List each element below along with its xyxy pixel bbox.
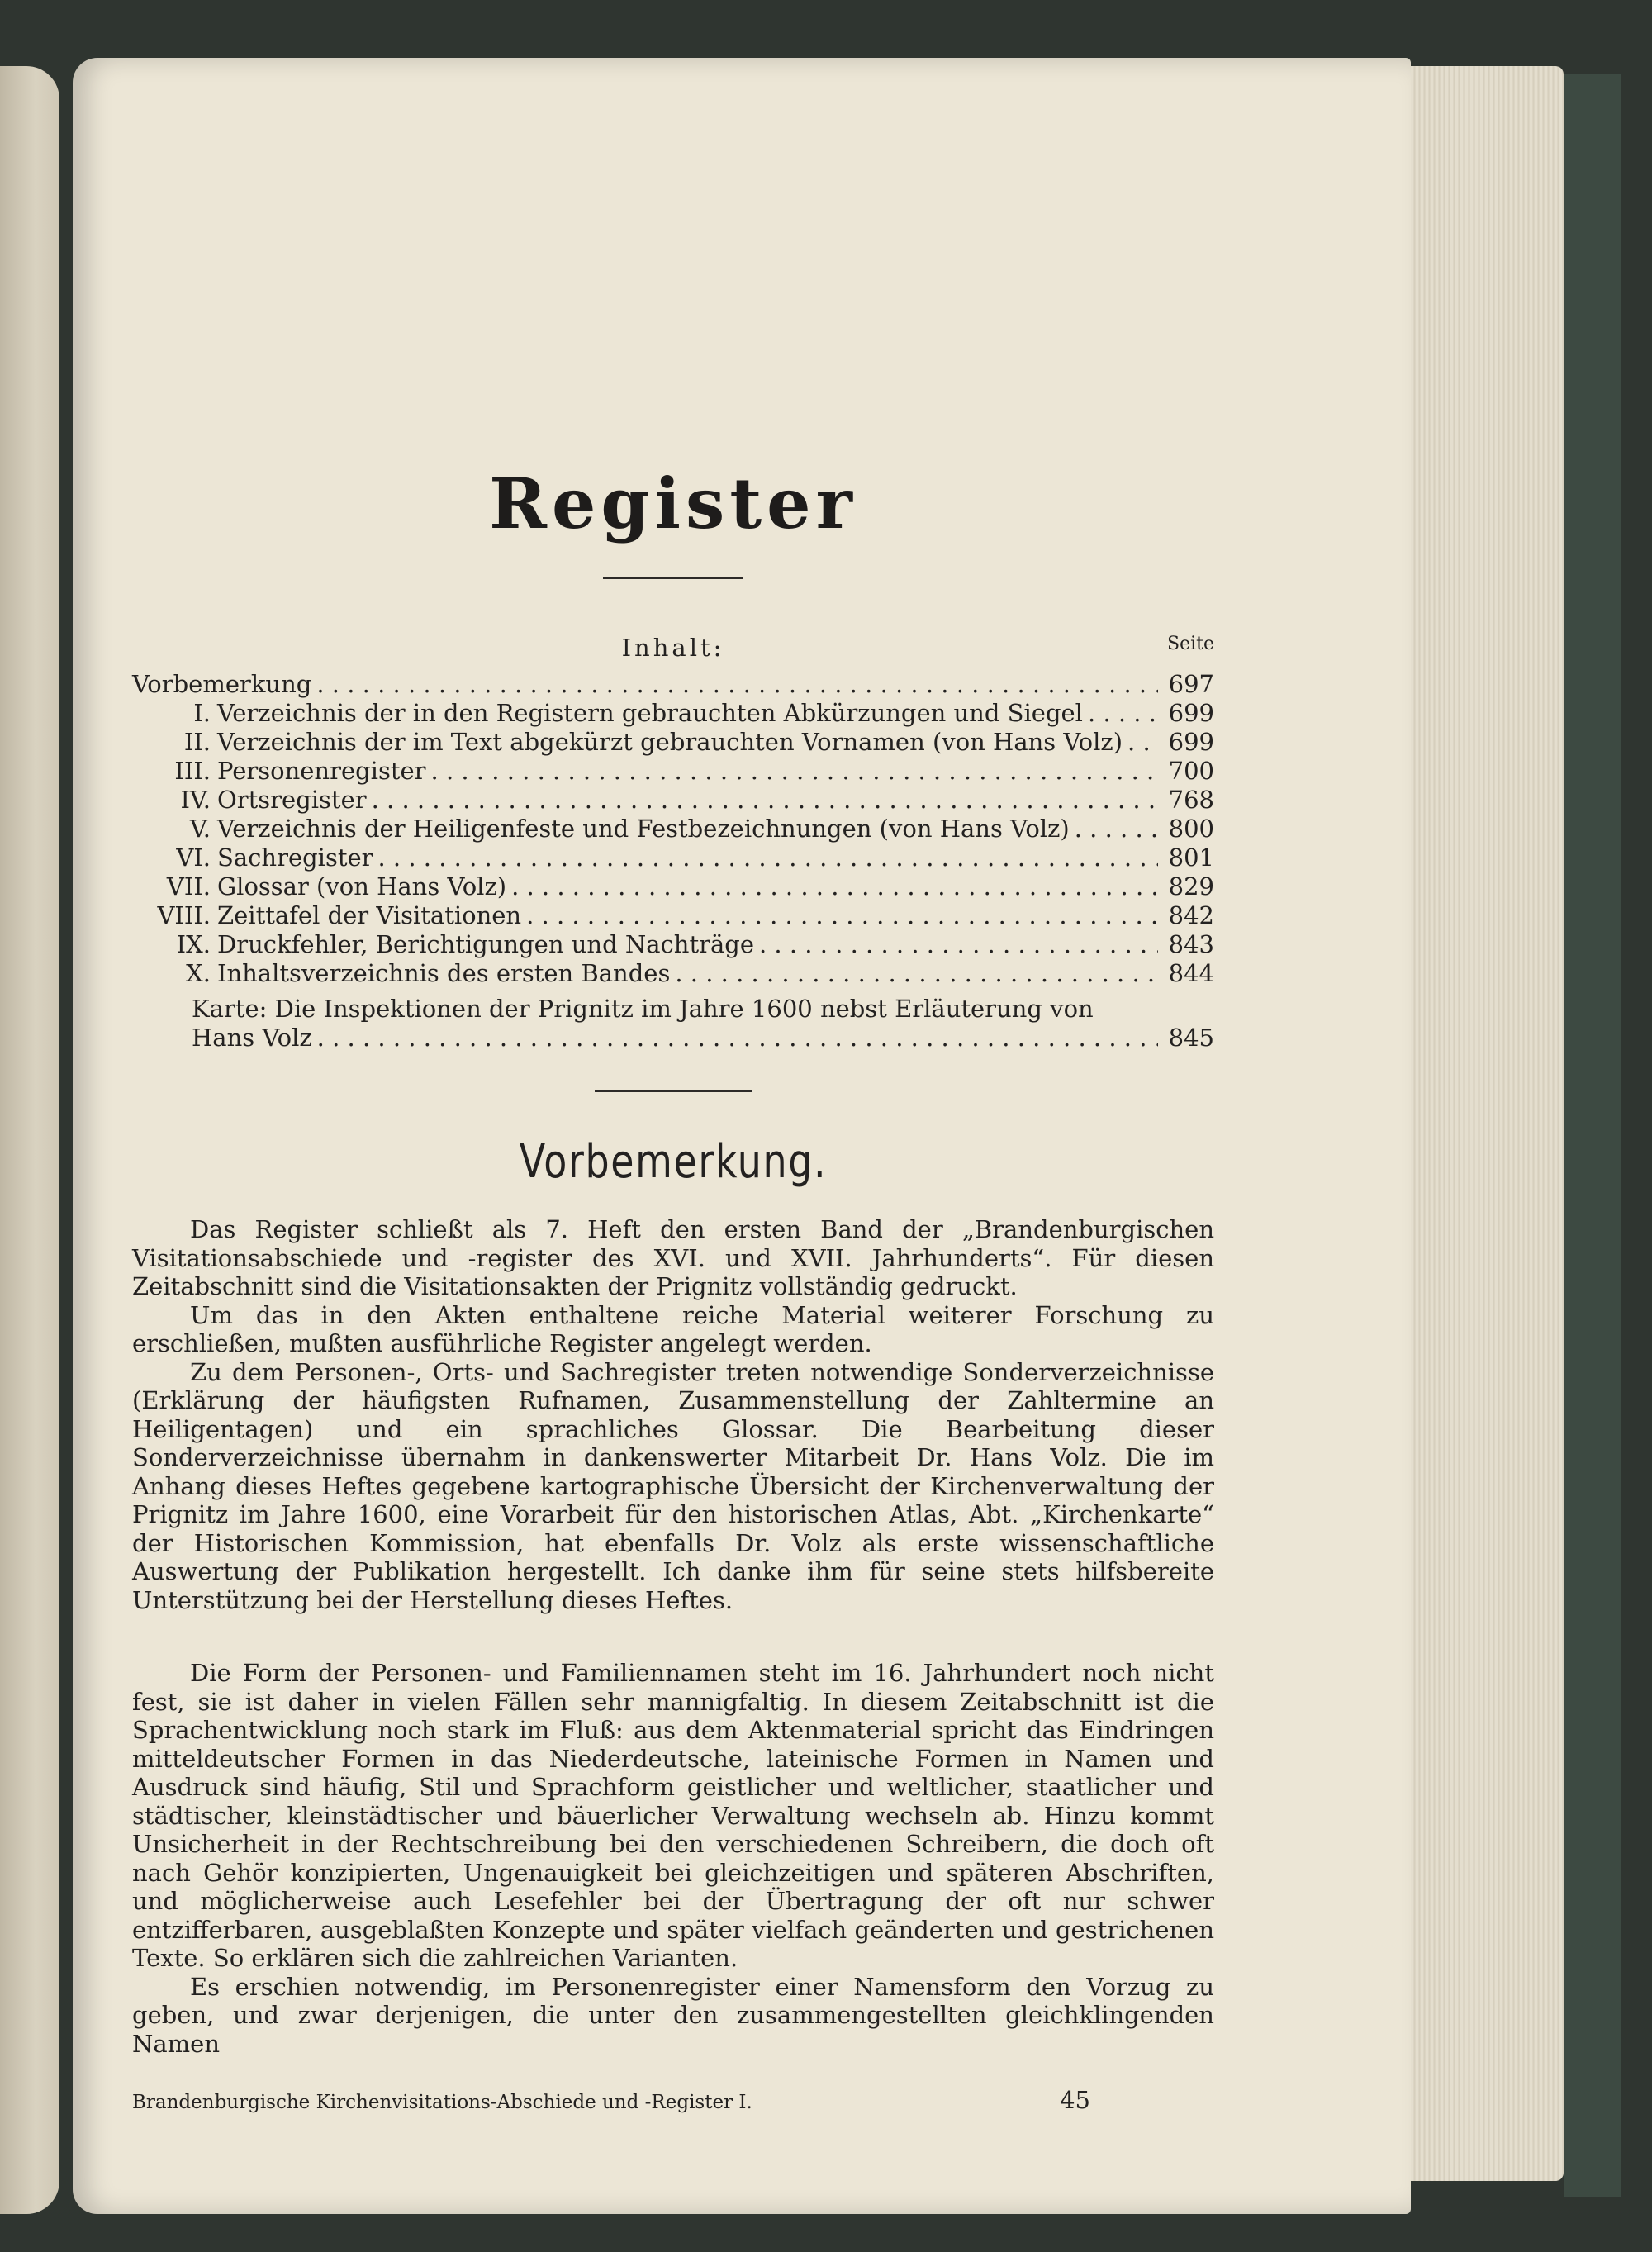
toc-leader-dots xyxy=(431,757,1158,786)
page-title: Register xyxy=(489,463,857,544)
toc-entry-page: 700 xyxy=(1168,757,1214,785)
toc-entry-number: IX. xyxy=(176,930,211,958)
toc-entry-page: 699 xyxy=(1168,699,1214,727)
toc-entry-page: 801 xyxy=(1168,843,1214,872)
toc-entry xyxy=(132,786,1214,815)
toc-entry-page: 697 xyxy=(1168,670,1214,698)
toc-leader-dots xyxy=(378,843,1159,872)
toc-map-entry-line1: Karte: Die Inspektionen der Prignitz im Jahre 1600 nebst Erläuterung von xyxy=(192,995,1094,1023)
toc-entry-label: Verzeichnis der in den Registern gebrauchten Abkürzungen und Siegel xyxy=(217,699,1083,727)
toc-header xyxy=(132,634,1214,667)
toc-leader-dots xyxy=(372,786,1158,815)
toc-entry xyxy=(132,901,1214,930)
toc-entry xyxy=(132,699,1214,728)
toc-entry-number: I. xyxy=(193,699,211,727)
toc-page-column-label: Seite xyxy=(1167,634,1214,654)
toc-entry-number: VI. xyxy=(176,843,211,872)
toc-entry-page: 829 xyxy=(1168,872,1214,900)
toc-entry xyxy=(132,670,1214,699)
toc-heading: Inhalt: xyxy=(621,634,725,662)
toc-entry-number: III. xyxy=(174,757,211,785)
section-title: Vorbemerkung. xyxy=(519,1135,828,1189)
toc-entry-label: Zeittafel der Visitationen xyxy=(217,901,522,929)
toc-entry-number: VIII. xyxy=(157,901,211,929)
toc-entry-page: 768 xyxy=(1168,786,1214,814)
paragraph: Es erschien notwendig, im Personenregister einer Namensform den Vorzug zu geben, und zwar derjenigen, die unter den zusammengestellten gleichklingenden Namen xyxy=(132,1972,1214,2058)
toc-entry xyxy=(132,815,1214,843)
toc-entry-number: V. xyxy=(189,815,211,843)
toc-entry-label: Sachregister xyxy=(217,843,373,872)
toc-leader-dots xyxy=(317,1024,1158,1052)
toc-map-entry-page: 845 xyxy=(1168,1024,1214,1052)
paragraph: Zu dem Personen-, Orts- und Sachregister treten notwendige Sonderverzeichnisse (Erklärung der häufigsten Rufnamen, Zusammenstellung der Zahltermine an Heiligentagen) und ein sprachliches Glossar. Die Bearbeitung dieser Sonderverzeichnisse übernahm in dankenswerter Mitarbeit Dr. Hans Volz. Die im Anhang dieses Heftes gegebene kartographische Übersicht der Kirchenverwaltung der Prignitz im Jahre 1600, eine Vorarbeit für den historischen Atlas, Abt. „Kirchenkarte“ der Historischen Kommission, hat ebenfalls Dr. Volz als erste wissenschaftliche Auswertung der Publikation hergestellt. Ich danke ihm für seine stets hilfsbereite Unterstützung bei der Herstellung dieses Heftes. xyxy=(132,1357,1214,1614)
book-cover-edge xyxy=(1564,74,1621,2197)
toc-map-entry-line2: Hans Volz xyxy=(192,1024,312,1052)
toc-entry-label: Verzeichnis der im Text abgekürzt gebrauchten Vornamen (von Hans Volz) xyxy=(217,728,1123,756)
toc-entry-page: 699 xyxy=(1168,728,1214,756)
toc-leader-dots xyxy=(526,901,1158,930)
footer-signature: Brandenburgische Kirchenvisitations-Abschiede und -Register I. xyxy=(132,2092,752,2113)
toc-entry-label: Verzeichnis der Heiligenfeste und Festbezeichnungen (von Hans Volz) xyxy=(217,815,1070,843)
toc-entry xyxy=(132,757,1214,786)
toc-entry-label: Vorbemerkung xyxy=(132,670,312,698)
toc-leader-dots xyxy=(1127,728,1158,757)
section-rule xyxy=(595,1090,752,1092)
toc-leader-dots xyxy=(316,670,1158,699)
toc-entry-label: Glossar (von Hans Volz) xyxy=(217,872,507,900)
toc-entry-label: Ortsregister xyxy=(217,786,367,814)
toc-entry xyxy=(132,930,1214,959)
toc-leader-dots xyxy=(675,959,1158,988)
toc-entry xyxy=(132,728,1214,757)
toc-entry-label: Druckfehler, Berichtigungen und Nachträge xyxy=(217,930,754,958)
page-content xyxy=(132,463,1214,2114)
toc-entry xyxy=(132,959,1214,988)
toc-entry-page: 800 xyxy=(1168,815,1214,843)
toc-entry-page: 844 xyxy=(1168,959,1214,987)
facing-page-edge xyxy=(0,66,59,2214)
toc-entry xyxy=(132,843,1214,872)
toc-entry-number: X. xyxy=(186,959,211,987)
toc-map-entry-line2-row xyxy=(192,1024,1214,1052)
toc-entry-page: 843 xyxy=(1168,930,1214,958)
title-rule xyxy=(603,577,743,579)
toc-entry-number: VII. xyxy=(166,872,211,900)
page-block-edges xyxy=(1411,66,1564,2181)
page-footer xyxy=(132,2086,1214,2114)
toc-leader-dots xyxy=(759,930,1158,959)
toc-entry xyxy=(132,872,1214,901)
table-of-contents xyxy=(132,670,1214,1052)
toc-leader-dots xyxy=(1075,815,1158,843)
paragraph: Um das in den Akten enthaltene reiche Material weiterer Forschung zu erschließen, mußten ausführliche Register angelegt werden. xyxy=(132,1300,1214,1357)
toc-entry-label: Inhaltsverzeichnis des ersten Bandes xyxy=(217,959,671,987)
toc-leader-dots xyxy=(511,872,1158,901)
toc-entry-number: IV. xyxy=(180,786,211,814)
toc-leader-dots xyxy=(1088,699,1158,728)
paragraph: Das Register schließt als 7. Heft den ersten Band der „Brandenburgischen Visitationsabschiede und -register des XVI. und XVII. Jahrhunderts“. Für diesen Zeitabschnitt sind die Visitationsakten der Prignitz vollständig gedruckt. xyxy=(132,1215,1214,1300)
page-number: 45 xyxy=(1060,2086,1090,2114)
paragraph: Die Form der Personen- und Familiennamen steht im 16. Jahrhundert noch nicht fest, sie ist daher in vielen Fällen sehr mannigfaltig. In diesem Zeitabschnitt ist die Sprachentwicklung noch stark im Fluß: aus dem Aktenmaterial spricht das Eindringen mitteldeutscher Formen in das Niederdeutsche, lateinische Formen in Namen und Ausdruck sind häufig, Stil und Sprachform geistlicher und weltlicher, staatlicher und städtischer, kleinstädtischer und bäuerlicher Verwaltung wechseln ab. Hinzu kommt Unsicherheit in der Rechtschreibung bei den verschiedenen Schreibern, die doch oft nach Gehör konzipierten, Ungenauigkeit bei gleichzeitigen und späteren Abschriften, und möglicherweise auch Lesefehler bei der Übertragung der oft nur schwer entzifferbaren, ausgeblaßten Konzepte und später vielfach geänderten und gestrichenen Texte. So erklären sich die zahlreichen Varianten. xyxy=(132,1659,1214,1972)
toc-entry-number: II. xyxy=(183,728,211,756)
toc-entry-page: 842 xyxy=(1168,901,1214,929)
toc-entry-label: Personenregister xyxy=(217,757,426,785)
toc-map-entry xyxy=(132,995,1214,1052)
